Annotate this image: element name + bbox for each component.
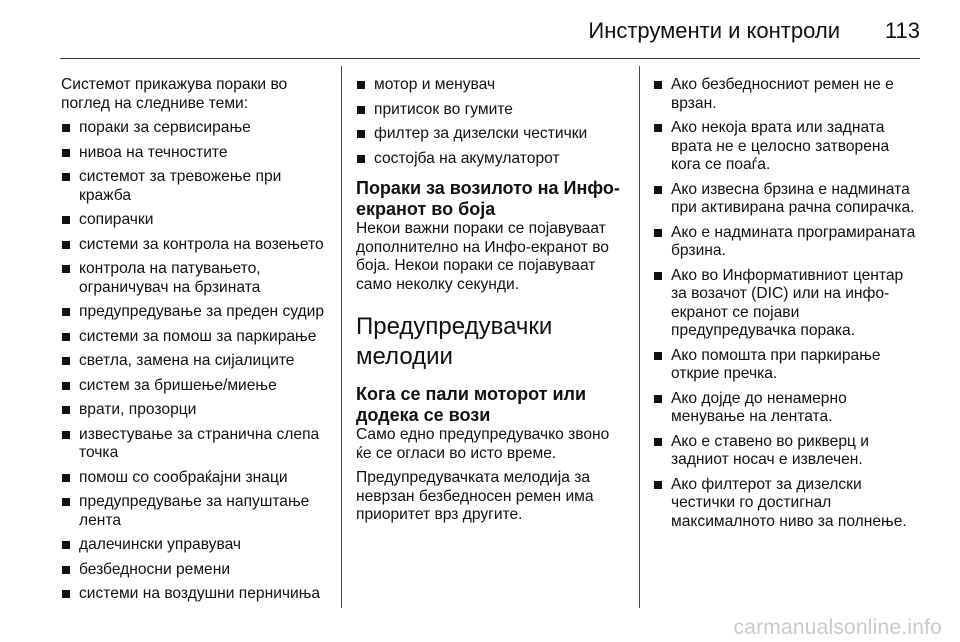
running-title: Инструменти и контроли [588, 18, 840, 43]
list-item: светла, замена на сијалиците [61, 352, 329, 371]
watermark-text: carmanualsonline.info [733, 616, 942, 639]
list-item: системи за контрола на возењето [61, 236, 329, 255]
column-divider-1 [341, 66, 342, 608]
subheading-engine-start: Кога се пали моторот или додека се вози [356, 384, 587, 425]
list-item: филтер за дизелски честички [356, 125, 626, 144]
list-item: помош со сообраќајни знаци [61, 469, 329, 488]
section-heading-warning-chimes: Предупредувачки мелодии [356, 313, 553, 370]
chime-conditions-list [653, 76, 923, 531]
list-item: контрола на патувањето, ограничувач на брзината [61, 260, 329, 297]
list-item: системи за помош за паркирање [61, 328, 329, 347]
section-heading-vehicle-messages: Пораки за возилото на Инфо-екранот во боја [356, 178, 620, 219]
list-item: Ако филтерот за дизелски честички го достигнал максималното ниво за полнење. [653, 476, 923, 532]
list-item: нивоа на течностите [61, 144, 329, 163]
list-item: сопирачки [61, 211, 329, 230]
list-item: Ако безбедносниот ремен не е врзан. [653, 76, 923, 113]
intro-paragraph: Системот прикажува пораки во поглед на следниве теми: [61, 76, 288, 112]
topic-list [61, 119, 329, 604]
list-item: состојба на акумулаторот [356, 150, 626, 169]
page-number: 113 [884, 18, 920, 43]
list-item: предупредување за напуштање лента [61, 493, 329, 530]
list-item: Ако е ставено во рикверц и задниот носач е извлечен. [653, 433, 923, 470]
paragraph: Предупредувачката мелодија за неврзан безбедносен ремен има приоритет врз другите. [356, 469, 594, 523]
page-header [0, 14, 960, 54]
list-item: далечински управувач [61, 536, 329, 555]
column-2 [356, 76, 626, 531]
list-item: пораки за сервисирање [61, 119, 329, 138]
list-item: известување за странична слепа точка [61, 426, 329, 463]
list-item: системот за тревожење при кражба [61, 168, 329, 205]
list-item: систем за бришење/миење [61, 377, 329, 396]
list-item: предупредување за преден судир [61, 303, 329, 322]
column-3 [653, 76, 923, 537]
paragraph: Само едно предупредувачко звоно ќе се огласи во исто време. [356, 426, 610, 462]
header-divider [60, 58, 920, 59]
list-item: Ако е надмината програмираната брзина. [653, 224, 923, 261]
topic-list-continued [356, 76, 626, 168]
list-item: притисок во гумите [356, 101, 626, 120]
list-item: Ако во Информативниот центар за возачот (DIC) или на инфо-екранот се појави предупредувачка порака. [653, 267, 923, 341]
list-item: мотор и менувач [356, 76, 626, 95]
list-item: безбедносни ремени [61, 561, 329, 580]
list-item: Ако помошта при паркирање открие пречка. [653, 347, 923, 384]
list-item: Ако дојде до ненамерно менување на лентата. [653, 390, 923, 427]
column-1 [61, 76, 329, 610]
list-item: Ако некоја врата или задната врата не е целосно затворена кога се поаѓа. [653, 119, 923, 175]
column-divider-2 [639, 66, 640, 608]
list-item: Ако извесна брзина е надмината при активирана рачна сопирачка. [653, 181, 923, 218]
list-item: врати, прозорци [61, 401, 329, 420]
list-item: системи на воздушни перничиња [61, 585, 329, 604]
paragraph: Некои важни пораки се појавуваат дополнително на Инфо-екранот во боја. Некои пораки се појавуваат само неколку секунди. [356, 220, 609, 293]
